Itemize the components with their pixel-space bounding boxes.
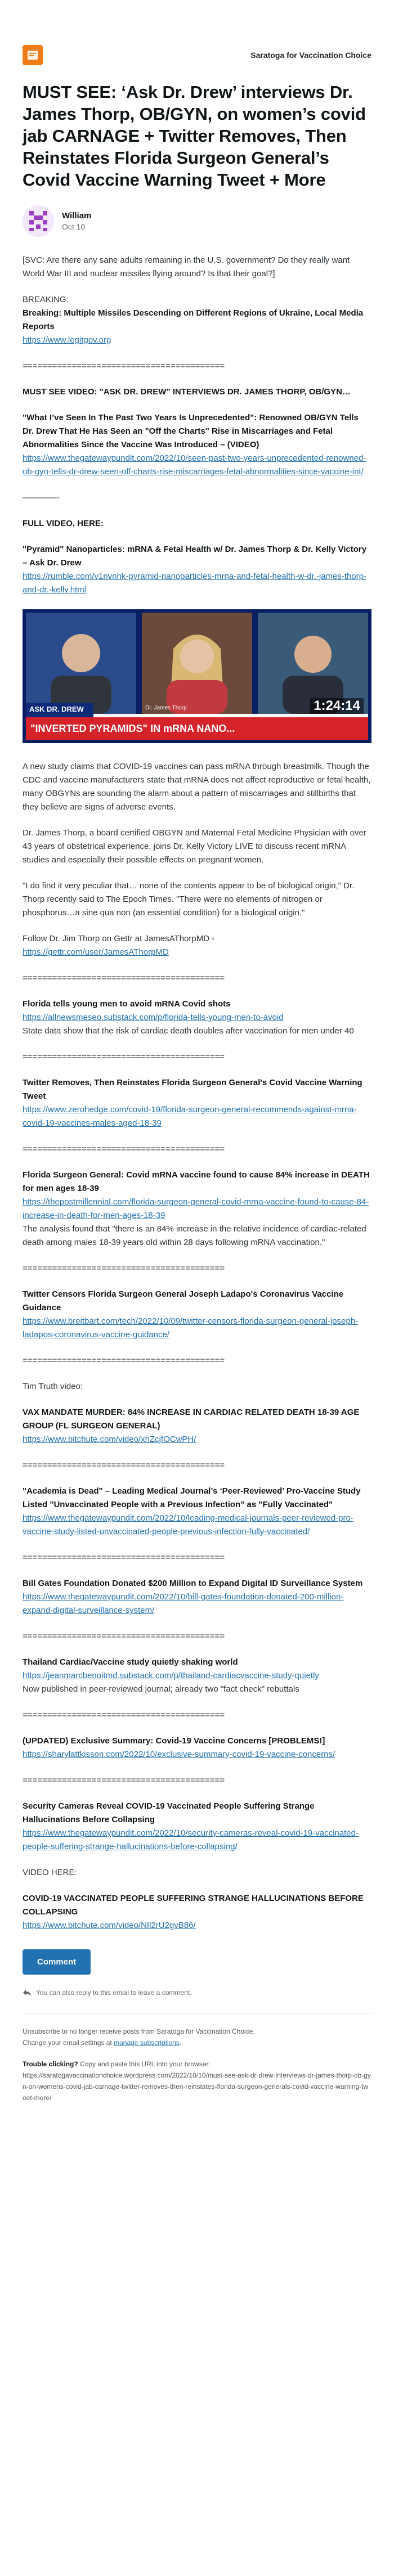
thorp-paragraph: Dr. James Thorp, a board certified OBGYN and Maternal Fetal Medicine Physician with over 43 years of obstetrical experience, joins Dr. Kelly Victory LIVE to discuss recent mRNA studies and especially their possible effects on pregnant women. [23, 828, 366, 865]
video-thumbnail[interactable] [23, 609, 371, 743]
separator: ========================================= [23, 1631, 225, 1641]
fsg-block [23, 1168, 371, 1249]
video-here-label: VIDEO HERE: [23, 1868, 77, 1877]
separator: ========================================= [23, 1356, 225, 1365]
ladapo-block [23, 1288, 371, 1342]
breaking-link[interactable]: https://www.legitgov.org [23, 335, 111, 345]
academia-title: "Academia is Dead" – Leading Medical Journal’s ‘Peer-Reviewed’ Pro-Vaccine Study Listed "Unvaccinated People with a Previous Infection" as "Fully Vaccinated" [23, 1486, 361, 1509]
academia-block [23, 1485, 371, 1539]
separator: ========================================= [23, 1144, 225, 1154]
avatar [23, 205, 54, 237]
gates-title: Bill Gates Foundation Donated $200 Million to Expand Digital ID Surveillance System [23, 1579, 363, 1588]
unsubscribe-block: Unsubscribe to no longer receive posts from Saratoga for Vaccination Choice. Change your email settings at manage subscriptions. [23, 2027, 255, 2047]
rumble-title: "Pyramid" Nanoparticles: mRNA & Fetal Health w/ Dr. James Thorp & Dr. Kelly Victory – Ask Dr. Drew [23, 545, 367, 568]
rumble-block [23, 543, 371, 597]
breaking-title: Breaking: Multiple Missiles Descending on Different Regions of Ukraine, Local Media Reports [23, 308, 364, 331]
intro-paragraph: [SVC: Are there any sane adults remaining in the U.S. government? Do they really want World War III and nuclear missiles flying around? Is that their goal?] [23, 255, 350, 278]
separator: ========================================= [23, 361, 225, 371]
thailand-text: Now published in peer-reviewed journal; already two "fact check" rebuttals [23, 1684, 299, 1694]
see-video-heading: MUST SEE VIDEO: "ASK DR. DREW" INTERVIEWS DR. JAMES THORP, OB/GYN… [23, 387, 351, 397]
cameras-link[interactable]: https://www.thegatewaypundit.com/2022/10/security-cameras-reveal-covid-19-vaccinated-people-suffering-strange-hallucinations-before-collapsing/ [23, 1828, 359, 1851]
ladapo-title: Twitter Censors Florida Surgeon General Joseph Ladapo's Coronavirus Vaccine Guidance [23, 1289, 344, 1312]
academia-link[interactable]: https://www.thegatewaypundit.com/2022/10/leading-medical-journals-peer-reviewed-pro-vaccine-study-listed-unvaccinated-people-previous-infection-fully-vaccinated/ [23, 1513, 353, 1536]
site-logo-icon[interactable] [23, 45, 43, 65]
trouble-url[interactable]: https://saratogavaccinationchoice.wordpress.com/2022/10/10/must-see-ask-dr-drew-interviews-dr-james-thorp-ob-gyn-on-womens-covid-jab-carnage-twitter-removes-then-reinstates-florida-surgeon-generals-covid-vaccine-warning-tweet-more/ [23, 2071, 371, 2102]
separator: ========================================= [23, 1052, 225, 1062]
breaking-label: BREAKING: [23, 295, 69, 304]
separator: ========================================= [23, 1710, 225, 1720]
video-duration: 1:24:14 [310, 698, 364, 714]
dash-separator: ————- [23, 493, 59, 502]
gp-link[interactable]: https://www.thegatewaypundit.com/2022/10/seen-past-two-years-unprecedented-renowned-ob-gyn-tells-dr-drew-seen-off-charts-rise-miscarriages-fetal-abnormalities-since-vaccine-int/ [23, 453, 366, 476]
reply-note [23, 1988, 371, 1997]
collapsing-block [23, 1892, 371, 1932]
collapsing-title: COVID-19 VACCINATED PEOPLE SUFFERING STRANGE HALLUCINATIONS BEFORE COLLAPSING [23, 1894, 364, 1917]
reply-icon [23, 1988, 32, 1997]
email-header [23, 39, 371, 71]
twitter-title: Twitter Removes, Then Reinstates Florida Surgeon General's Covid Vaccine Warning Tweet [23, 1078, 362, 1101]
florida-title: Florida tells young men to avoid mRNA Covid shots [23, 999, 231, 1009]
unsubscribe-text: Unsubscribe to no longer receive posts from Saratoga for Vaccination Choice. [23, 2027, 255, 2035]
quote-paragraph: "I do find it very peculiar that… none of the contents appear to be of biological origin," Dr. Thorp recently said to The Epoch Times. "There were no elements of nitrogen or phosphorus…a sine qua non (an essential condition) for a biological origin." [23, 881, 355, 918]
site-name[interactable]: Saratoga for Vaccination Choice [250, 51, 371, 60]
comment-button[interactable]: Comment [23, 1949, 91, 1975]
manage-subscriptions-link[interactable]: manage subscriptions [114, 2039, 180, 2047]
florida-link[interactable]: https://allnewsmeseo.substack.com/p/florida-tells-young-men-to-avoid [23, 1013, 284, 1022]
gettr-link[interactable]: https://gettr.com/user/JamesAThorpMD [23, 947, 169, 957]
gp-block [23, 411, 371, 479]
vax-link[interactable]: https://www.bitchute.com/video/xhZcjfOCwPH/ [23, 1435, 196, 1444]
follow-block [23, 932, 371, 959]
thailand-title: Thailand Cardiac/Vaccine study quietly shaking world [23, 1657, 238, 1667]
thailand-link[interactable]: https://jeanmarcbenoitmd.substack.com/p/thailand-cardiacvaccine-study-quietly [23, 1671, 319, 1680]
post-title[interactable]: MUST SEE: ‘Ask Dr. Drew’ interviews Dr. James Thorp, OB/GYN, on women’s covid jab CARNAGE + Twitter Removes, Then Reinstates Florida Surgeon General’s Covid Vaccine Warning Tweet + More [23, 82, 366, 190]
reply-note-text: You can also reply to this email to leave a comment. [36, 1989, 192, 1997]
florida-block [23, 997, 371, 1038]
tim-truth-label: Tim Truth video: [23, 1382, 83, 1391]
fsg-link[interactable]: https://thepostmillennial.com/florida-surgeon-general-covid-mrna-vaccine-found-to-cause-84-increase-in-death-for-men-ages-18-39 [23, 1197, 369, 1220]
separator: ========================================= [23, 973, 225, 983]
rumble-link[interactable]: https://rumble.com/v1nvnhk-pyramid-nanoparticles-mrna-and-fetal-health-w-dr.-james-thorp-and-dr.-kelly.html [23, 572, 367, 595]
study-paragraph: A new study claims that COVID-19 vaccines can pass mRNA through breastmilk. Though the CDC and vaccine manufacturers state that mRNA does not affect reproductive or fetal health, many OBGYNs are sounding the alarm about a pattern of miscarriages and stillbirths that they believe are signs of adverse events. [23, 762, 371, 812]
twitter-link[interactable]: https://www.zerohedge.com/covid-19/florida-surgeon-general-recommends-against-mrna-covid-19-vaccines-males-aged-18-39 [23, 1105, 357, 1128]
change-settings-text: Change your email settings at [23, 2039, 112, 2047]
author-name[interactable]: William [62, 211, 92, 221]
video-brand: ASK DR. DREW [29, 705, 84, 713]
email-container [23, 0, 371, 2136]
video-title: "INVERTED PYRAMIDS" IN mRNA NANO... [30, 723, 235, 734]
gates-block [23, 1577, 371, 1617]
summary-link[interactable]: https://sharylattkisson.com/2022/10/exclusive-summary-covid-19-vaccine-concerns/ [23, 1750, 335, 1759]
post-date: Oct 10 [62, 222, 86, 231]
twitter-block [23, 1076, 371, 1130]
vax-block [23, 1406, 371, 1446]
fsg-text: The analysis found that "there is an 84% increase in the relative incidence of cardiac-related death among males 18-39 years old within 28 days following mRNA vaccination." [23, 1224, 366, 1247]
gates-link[interactable]: https://www.thegatewaypundit.com/2022/10/bill-gates-foundation-donated-200-million-expand-digital-surveillance-system/ [23, 1592, 344, 1615]
fsg-title: Florida Surgeon General: Covid mRNA vaccine found to cause 84% increase in DEATH for men ages 18-39 [23, 1170, 370, 1193]
follow-text: Follow Dr. Jim Thorp on Gettr at JamesAThorpMD - [23, 934, 215, 943]
separator: ========================================= [23, 1775, 225, 1785]
video-lower-third: Dr. James Thorp [145, 705, 187, 711]
vax-title: VAX MANDATE MURDER: 84% INCREASE IN CARDIAC RELATED DEATH 18-39 AGE GROUP (FL SURGEON GENERAL) [23, 1408, 360, 1431]
full-video-heading: FULL VIDEO, HERE: [23, 519, 104, 528]
ladapo-link[interactable]: https://www.breitbart.com/tech/2022/10/09/twitter-censors-florida-surgeon-general-joseph-ladapos-coronavirus-vaccine-guidance/ [23, 1316, 359, 1339]
author-block [23, 205, 371, 237]
thailand-block [23, 1656, 371, 1696]
separator: ========================================= [23, 1553, 225, 1562]
cameras-block [23, 1800, 371, 1854]
florida-text: State data show that the risk of cardiac death doubles after vaccination for men under 40 [23, 1026, 354, 1036]
summary-title: (UPDATED) Exclusive Summary: Covid-19 Vaccine Concerns [PROBLEMS!] [23, 1736, 325, 1746]
cameras-title: Security Cameras Reveal COVID-19 Vaccinated People Suffering Strange Hallucinations Before Collapsing [23, 1801, 315, 1824]
separator: ========================================= [23, 1264, 225, 1273]
gp-title: "What I’ve Seen In The Past Two Years Is Unprecedented": Renowned OB/GYN Tells Dr. Drew That He Has Seen an "Off the Charts" Rise in Miscarriages and Fetal Abnormalities Since the Vaccine Was Introduced – (VIDEO) [23, 413, 359, 449]
separator: ========================================= [23, 1460, 225, 1470]
trouble-block [23, 2058, 371, 2103]
trouble-text: Copy and paste this URL into your browser: [80, 2060, 211, 2068]
breaking-block [23, 293, 371, 347]
summary-block [23, 1734, 371, 1761]
collapsing-link[interactable]: https://www.bitchute.com/video/NIl2rU2gvB86/ [23, 1921, 196, 1930]
trouble-label: Trouble clicking? [23, 2060, 78, 2068]
